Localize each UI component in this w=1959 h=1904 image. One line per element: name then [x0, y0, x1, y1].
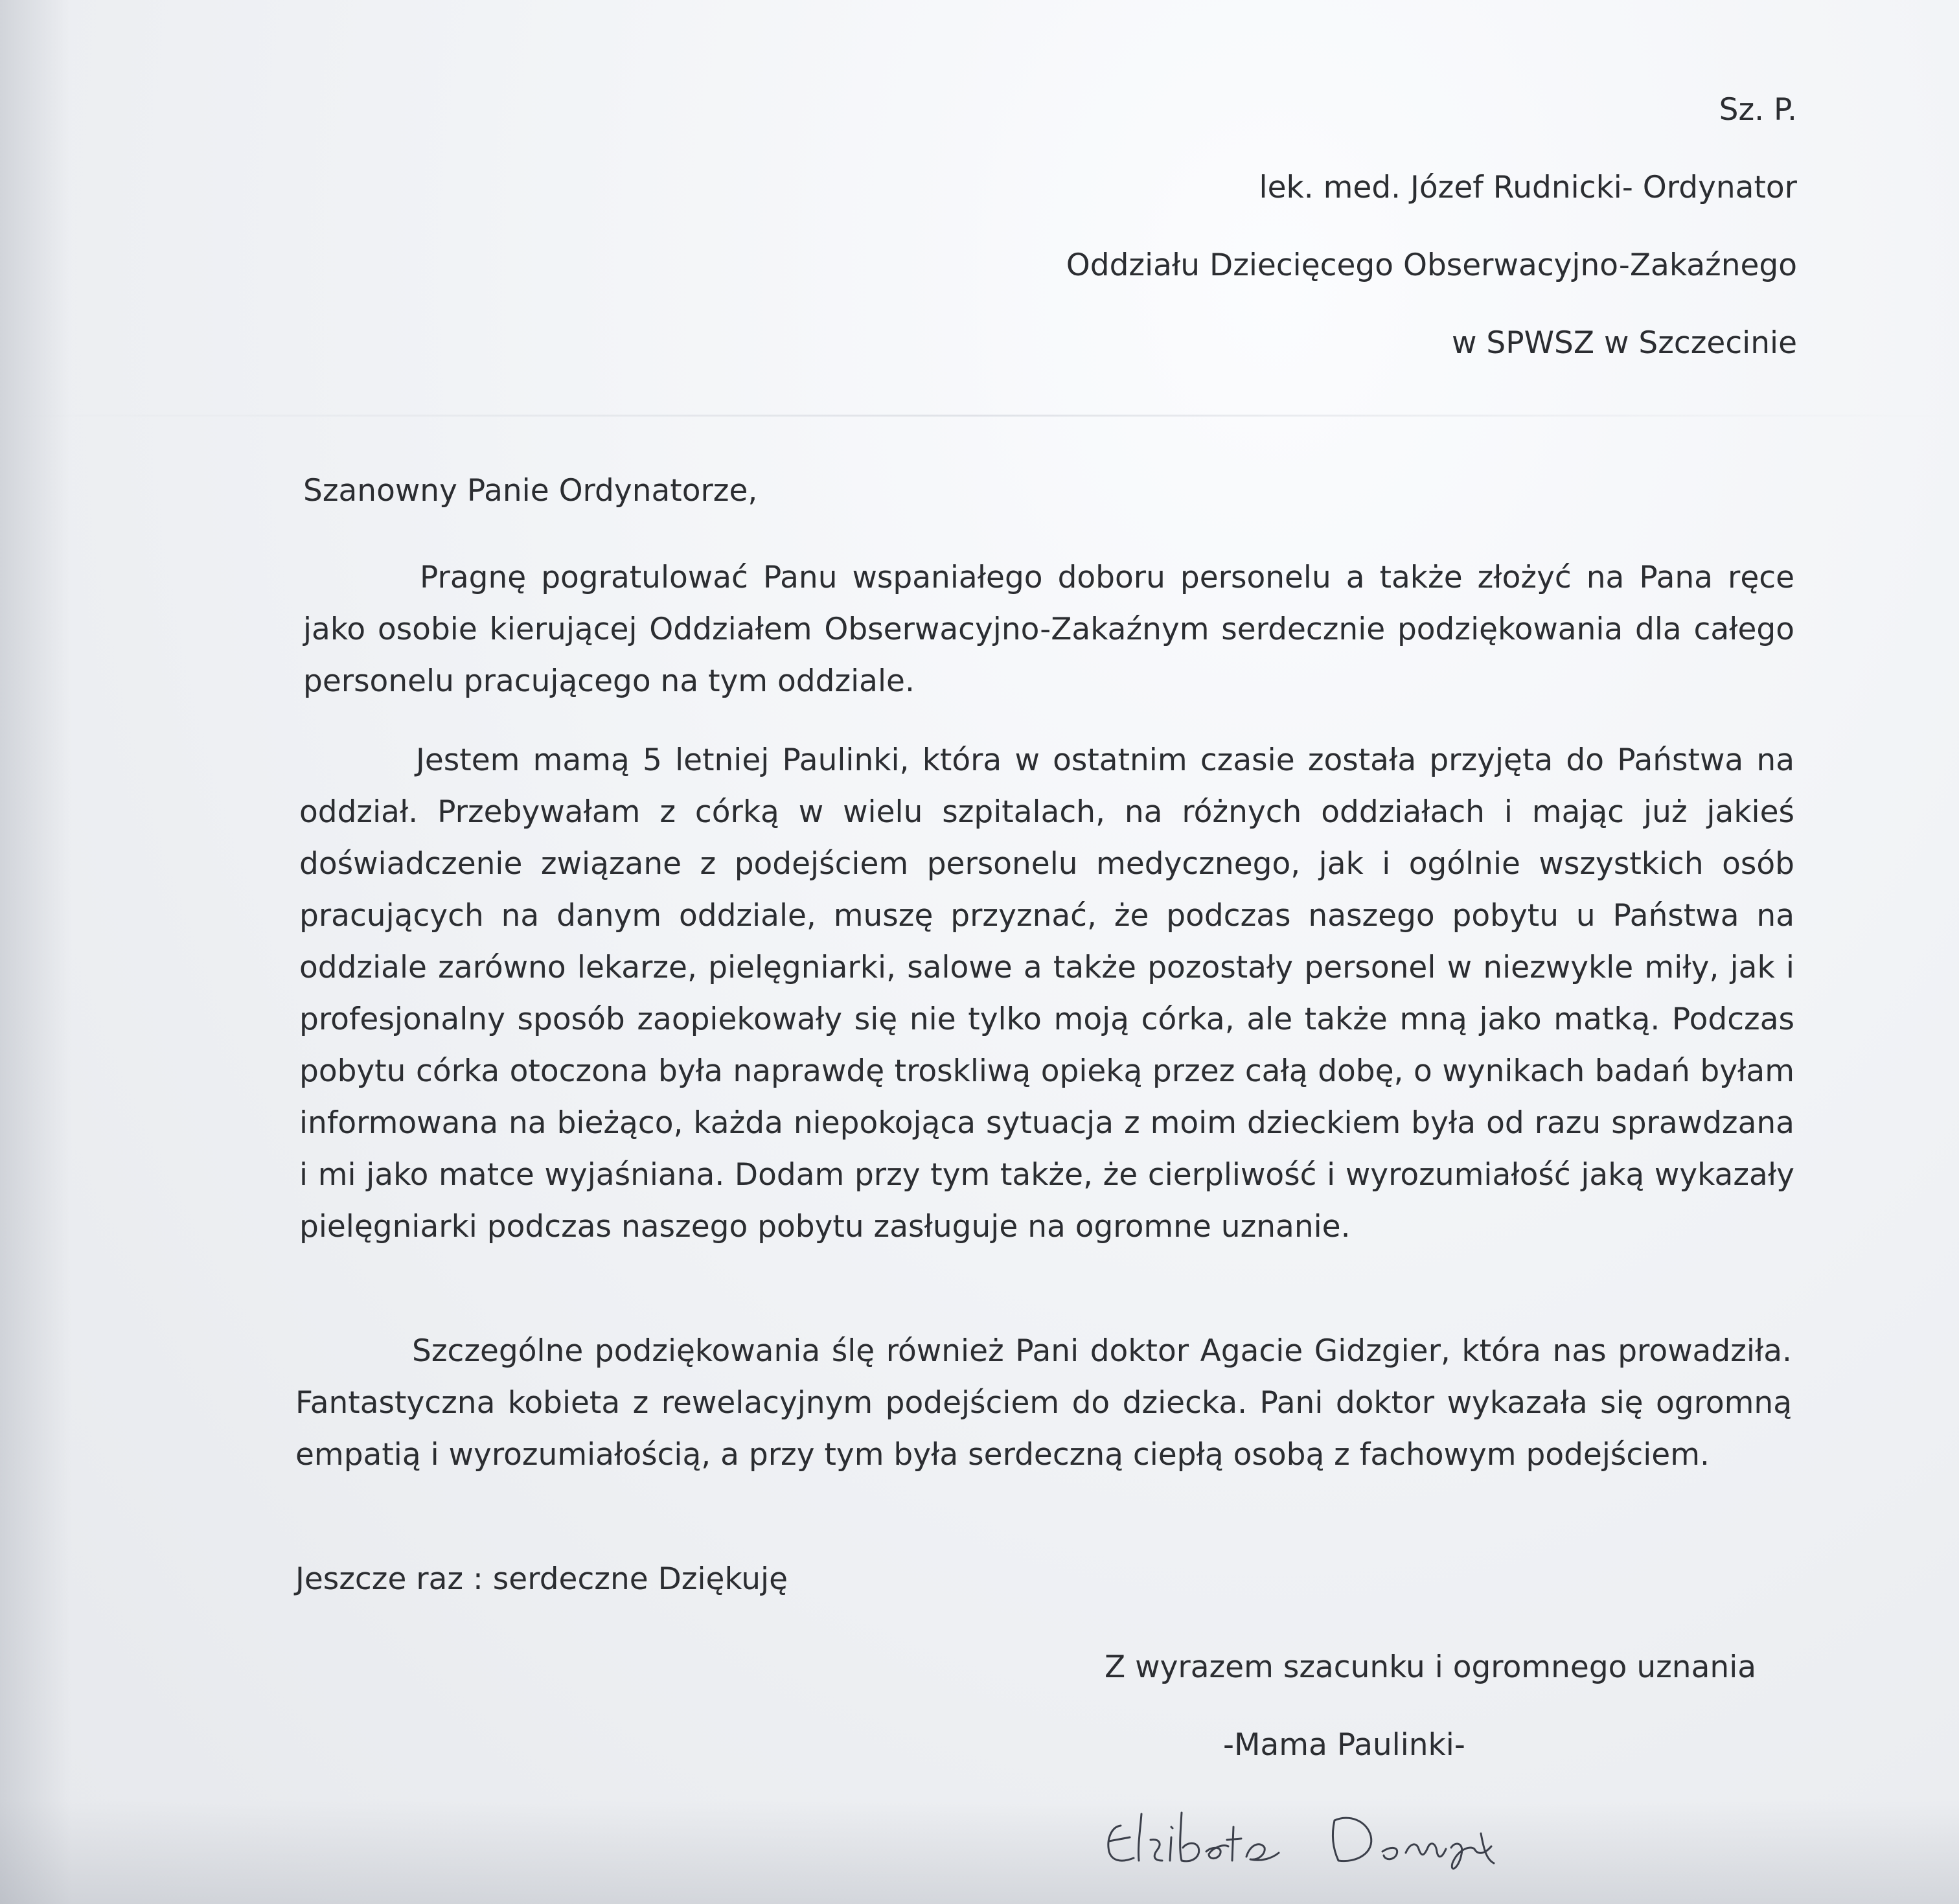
closing-thanks: Jeszcze raz : serdeczne Dziękuję	[295, 1561, 788, 1597]
body-paragraph-2: Jestem mamą 5 letniej Paulinki, która w ostatnim czasie została przyjęta do Państwa na oddział. Przebywałam z córką w wielu szpitalach, na różnych oddziałach i mając już jakieś doświadczenie związane z podejściem personelu medycznego, jak i ogólnie wszystkich osób pracujących na danym oddziale, muszę przyznać, że podczas naszego pobytu u Państwa na oddziale zarówno lekarze, pielęgniarki, salowe a także pozostały personel w niezwykle miły, jak i profesjonalny sposób zaopiekowały się nie tylko moją córka, ale także mną jako matką. Podczas pobytu córka otoczona była naprawdę troskliwą opieką przez całą dobę, o wynikach badań byłam informowana na bieżąco, każda niepokojąca sytuacja z moim dzieckiem była od razu sprawdzana i mi jako matce wyjaśniana. Dodam przy tym także, że cierpliwość i wyrozumiałość jaką wykazały pielęgniarki podczas naszego pobytu zasługuje na ogromne uznanie.	[299, 742, 1794, 1244]
paper-fold-line	[0, 415, 1959, 417]
body-paragraph-3: Szczególne podziękowania ślę również Pani doktor Agacie Gidzgier, która nas prowadziła. Fantastyczna kobieta z rewelacyjnym podejściem do dziecka. Pani doktor wykazała się ogromną empatią i wyrozumiałością, a przy tym była serdeczną ciepłą osobą z fachowym podejściem.	[295, 1333, 1792, 1473]
body-paragraph-1: Pragnę pogratulować Panu wspaniałego doboru personelu a także złożyć na Pana ręce jako osobie kierującej Oddziałem Obserwacyjno-Zakaźnym serdecznie podziękowania dla całego personelu pracującego na tym oddziale.	[303, 560, 1794, 699]
salutation: Szanowny Panie Ordynatorze,	[303, 473, 758, 509]
recipient-line-1: Sz. P.	[1719, 92, 1797, 128]
recipient-line-3: Oddziału Dziecięcego Obserwacyjno-Zakaźnego	[1066, 247, 1797, 283]
page-shadow-bottom	[0, 1800, 1959, 1904]
closing-regards: Z wyrazem szacunku i ogromnego uznania	[1105, 1649, 1757, 1685]
recipient-line-2: lek. med. Józef Rudnicki- Ordynator	[1259, 170, 1797, 205]
recipient-line-4: w SPWSZ w Szczecinie	[1452, 325, 1797, 361]
closing-sender: -Mama Paulinki-	[1223, 1727, 1465, 1763]
page-shadow-left	[0, 0, 71, 1904]
handwritten-signature	[1095, 1801, 1516, 1879]
